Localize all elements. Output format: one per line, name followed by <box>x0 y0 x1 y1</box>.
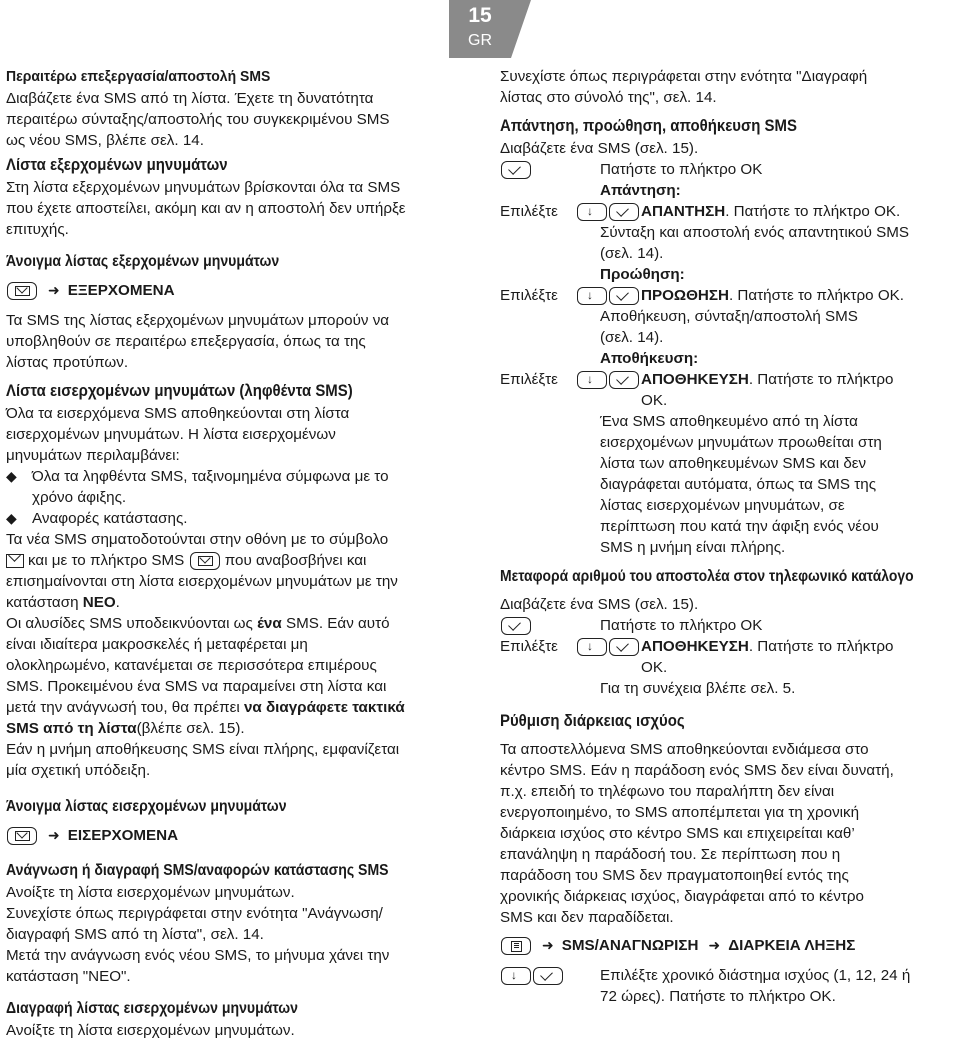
paragraph: Τα νέα SMS σηματοδοτούνται στην οθόνη με το σύμβολο και με το πλήκτρο SMS που αναβοσβήνει και επισημαίνονται στη λίστα εισερχομένων μηνυμάτων με την κατάσταση ΝΕΟ. <box>6 531 398 611</box>
step-row: Επιλέξτε ↓ ΑΠΟΘΗΚΕΥΣΗ. Πατήστε το πλήκτρο OK. <box>500 638 894 676</box>
step-row: Επιλέξτε ↓ ΠΡΟΩΘΗΣΗ. Πατήστε το πλήκτρο OK. <box>500 287 904 304</box>
down-key-icon: ↓ <box>501 967 531 985</box>
step-row: Επιλέξτε ↓ ΑΠΟΘΗΚΕΥΣΗ. Πατήστε το πλήκτρο OK. <box>500 371 894 409</box>
right-column <box>500 66 954 1007</box>
heading-validity: Ρύθμιση διάρκειας ισχύος <box>500 711 685 730</box>
heading-delete-inbox: Διαγραφή λίστας εισερχομένων μηνυμάτων <box>6 1000 299 1017</box>
step-row: Πατήστε το πλήκτρο OK <box>500 159 954 180</box>
paragraph: Διαβάζετε ένα SMS (σελ. 15). <box>500 596 699 613</box>
down-key-icon: ↓ <box>577 203 607 221</box>
heading-open-inbox: Άνοιγμα λίστας εισερχομένων μηνυμάτων <box>6 798 287 815</box>
left-column <box>6 66 462 1041</box>
keys <box>576 201 641 222</box>
heading-read-delete: Ανάγνωση ή διαγραφή SMS/αναφορών κατάστασης SMS <box>6 862 389 879</box>
subheading-reply: Απάντηση: <box>600 182 681 199</box>
paragraph: Ανοίξτε τη λίστα εισερχομένων μηνυμάτων. Συνεχίστε όπως περιγράφεται στην ενότητα "Ανάγνωση/ διαγραφή SMS από τη λίστα", σελ. 14. Μετά την ανάγνωση ενός νέου SMS, το μήνυμα χάνει την κατάσταση "ΝΕΟ". <box>6 884 390 985</box>
paragraph: Όλα τα εισερχόμενα SMS αποθηκεύονται στη λίστα εισερχομένων μηνυμάτων. Η λίστα εισερχομένων μηνυμάτων περιλαμβάνει: <box>6 405 350 464</box>
step-row: Πατήστε το πλήκτρο OK <box>500 615 954 636</box>
nav-path-inbox <box>6 822 462 849</box>
paragraph: Ένα SMS αποθηκευμένο από τη λίστα εισερχομένων μηνυμάτων προωθείται στη λίστα των αποθηκευμένων SMS και δεν διαγράφεται αυτόματα, όπως τα SMS της λίστας εισερχομένων μηνυμάτων, σε περίπτωση που κατά την άφιξη ενός νέου SMS η μνήμη είναι πλήρης. <box>600 413 882 556</box>
paragraph: Σύνταξη και αποστολή ενός απαντητικού SMS (σελ. 14). <box>600 224 910 262</box>
paragraph: Τα αποστελλόμενα SMS αποθηκεύονται ενδιάμεσα στο κέντρο SMS. Εάν η παράδοση ενός SMS δεν είναι δυνατή, π.χ. επειδή το τηλέφωνο του παραλήπτη δεν είναι ενεργοποιημένο, το SMS αποπέμπεται για τη χρονική διάρκεια ισχύος στο κέντρο SMS και επιχειρείται καθ’ επανάληψη η παράδοσή του. Σε περίπτωση που η παράδοση του SMS δεν πραγματοποιηθεί εντός της χρονικής διάρκειας ισχύος, διαγράφεται από το κέντρο SMS και δεν παραδίδεται. <box>500 741 894 926</box>
envelope-symbol-icon <box>6 554 24 568</box>
sms-key-icon <box>190 552 220 570</box>
keys <box>500 615 600 636</box>
ok-key-icon <box>501 617 531 635</box>
list-item: ◆ Όλα τα ληφθέντα SMS, ταξινομημένα σύμφωνα με το χρόνο άφιξης. <box>6 468 389 506</box>
subheading-save: Αποθήκευση: <box>600 350 699 367</box>
heading-reply-forward-save: Απάντηση, προώθηση, αποθήκευση SMS <box>500 116 797 135</box>
subheading-forward: Προώθηση: <box>600 266 685 283</box>
arrow-right-icon: ➜ <box>542 937 554 953</box>
menu-outbox: ΕΞΕΡΧΟΜΕΝΑ <box>67 282 175 299</box>
keys <box>576 369 641 411</box>
heading-further-processing: Περαιτέρω επεξεργασία/αποστολή SMS <box>6 68 271 85</box>
keys <box>500 965 600 1007</box>
list-item: ◆ Αναφορές κατάστασης. <box>6 510 188 527</box>
paragraph: Συνεχίστε όπως περιγράφεται στην ενότητα "Διαγραφή λίστας στο σύνολό της", σελ. 14. <box>500 68 868 106</box>
menu-inbox: ΕΙΣΕΡΧΟΜΕΝΑ <box>67 827 179 844</box>
step-row: Επιλέξτε ↓ ΑΠΑΝΤΗΣΗ. Πατήστε το πλήκτρο OK. <box>500 203 901 220</box>
keys <box>576 636 641 678</box>
sms-key-icon <box>7 827 37 845</box>
menu-validity-period: ΔΙΑΡΚΕΙΑ ΛΗΞΗΣ <box>728 937 856 954</box>
paragraph: Διαβάζετε ένα SMS (σελ. 15). <box>500 140 699 157</box>
menu-key-icon <box>501 937 531 955</box>
paragraph: Τα SMS της λίστας εξερχομένων μηνυμάτων μπορούν να υποβληθούν σε περαιτέρω επεξεργασία, όπως τα της λίστας προτύπων. <box>6 312 390 371</box>
ok-key-icon <box>609 638 639 656</box>
diamond-bullet-icon: ◆ <box>6 510 17 526</box>
ok-key-icon <box>609 287 639 305</box>
ok-key-icon <box>609 203 639 221</box>
page-number: 15 <box>468 4 492 27</box>
paragraph: Αποθήκευση, σύνταξη/αποστολή SMS (σελ. 14). <box>600 308 858 346</box>
paragraph: Ανοίξτε τη λίστα εισερχομένων μηνυμάτων. <box>6 1022 295 1039</box>
down-key-icon: ↓ <box>577 638 607 656</box>
paragraph: Για τη συνέχεια βλέπε σελ. 5. <box>600 680 796 697</box>
heading-inbox-list: Λίστα εισερχομένων μηνυμάτων (ληφθέντα SMS) <box>6 381 353 400</box>
keys <box>500 159 600 180</box>
arrow-right-icon: ➜ <box>48 827 60 843</box>
ok-key-icon <box>609 371 639 389</box>
heading-transfer-number: Μεταφορά αριθμού του αποστολέα στον τηλεφωνικό κατάλογο <box>500 568 914 585</box>
menu-sms-id: SMS/ΑΝΑΓΝΩΡΙΣΗ <box>561 937 699 954</box>
language-code: GR <box>468 32 492 49</box>
ok-key-icon <box>501 161 531 179</box>
heading-open-outbox: Άνοιγμα λίστας εξερχομένων μηνυμάτων <box>6 253 280 270</box>
paragraph: Διαβάζετε ένα SMS από τη λίστα. Έχετε τη δυνατότητα περαιτέρω σύνταξης/αποστολής του συγκεκριμένου SMS ως νέου SMS, βλέπε σελ. 14. <box>6 90 390 149</box>
down-key-icon: ↓ <box>577 287 607 305</box>
arrow-right-icon: ➜ <box>48 282 60 298</box>
page-tab <box>449 0 511 58</box>
diamond-bullet-icon: ◆ <box>6 468 17 484</box>
paragraph: Οι αλυσίδες SMS υποδεικνύονται ως ένα SMS. Εάν αυτό είναι ιδιαίτερα μακροσκελές ή μεταφέρεται μη ολοκληρωμένο, κατανέμεται σε περισσότερα επιμέρους SMS. Προκειμένου ένα SMS να παραμείνει στη λίστα και μετά την ανάγνωσή του, θα πρέπει να διαγράφετε τακτικά SMS από τη λίστα(βλέπε σελ. 15). Εάν η μνήμη αποθήκευσης SMS είναι πλήρης, εμφανίζεται μία σχετική υπόδειξη. <box>6 615 405 779</box>
nav-path-outbox <box>6 277 462 304</box>
sms-key-icon <box>7 282 37 300</box>
down-key-icon: ↓ <box>577 371 607 389</box>
arrow-right-icon: ➜ <box>708 937 721 953</box>
ok-key-icon <box>533 967 563 985</box>
paragraph: Στη λίστα εξερχομένων μηνυμάτων βρίσκονται όλα τα SMS που έχετε αποστείλει, ακόμη και αν η αποστολή δεν υπήρξε επιτυχής. <box>6 179 406 238</box>
step-row: ↓ Επιλέξτε χρονικό διάστημα ισχύος (1, 12, 24 ή 72 ώρες). Πατήστε το πλήκτρο OK. <box>500 965 954 1007</box>
keys <box>576 285 641 306</box>
heading-outbox-list: Λίστα εξερχομένων μηνυμάτων <box>6 155 228 174</box>
nav-path-validity <box>500 932 954 959</box>
